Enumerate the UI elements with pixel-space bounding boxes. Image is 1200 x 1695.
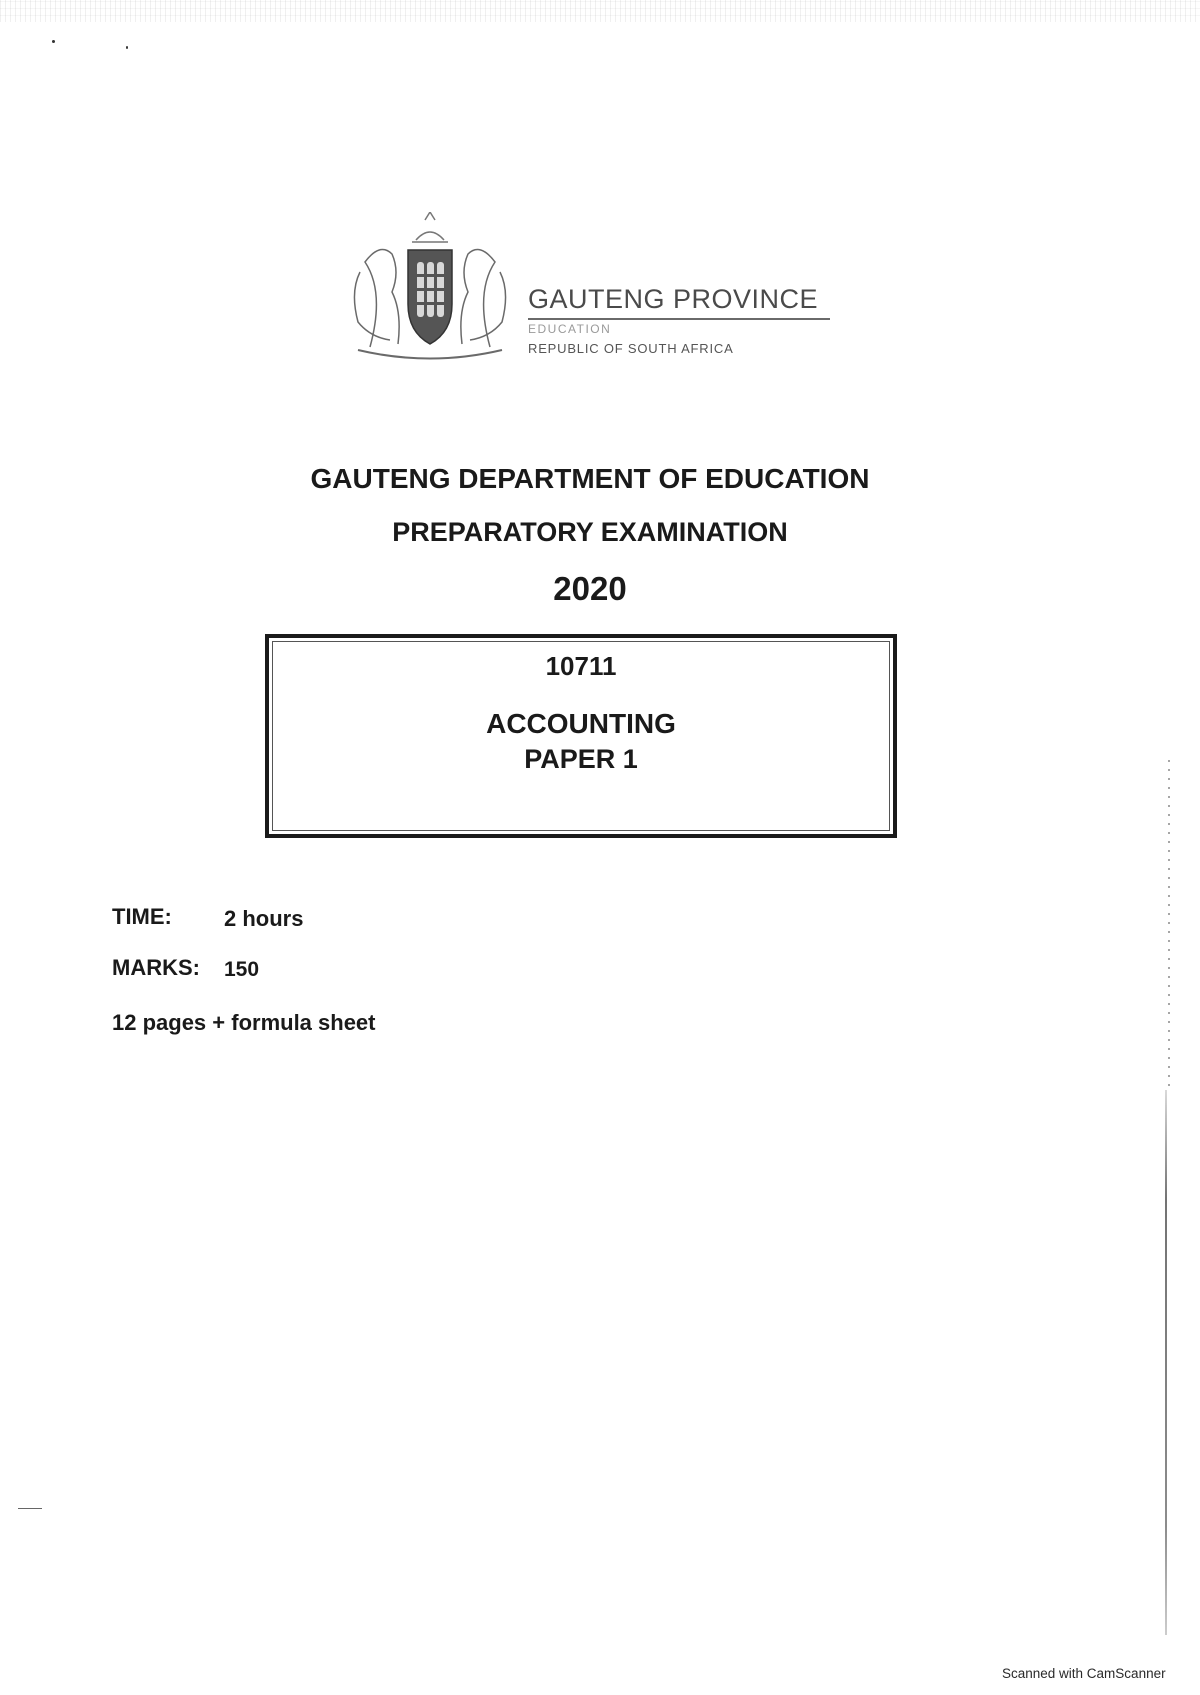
subject-name: ACCOUNTING — [486, 708, 676, 739]
department-heading: GAUTENG DEPARTMENT OF EDUCATION — [310, 463, 870, 494]
scan-speck — [126, 46, 128, 49]
scan-mark — [18, 1508, 42, 1509]
scan-edge-line — [1165, 1090, 1167, 1635]
province-department: EDUCATION — [528, 322, 612, 336]
subject-code: 10711 — [545, 651, 617, 681]
coat-of-arms-logo — [330, 212, 530, 367]
subject-box — [265, 634, 897, 838]
time-value: 2 hours — [224, 906, 304, 931]
scanner-watermark: Scanned with CamScanner — [1002, 1666, 1166, 1681]
logo-rule — [528, 318, 830, 320]
page-count: 12 pages + formula sheet — [112, 1010, 376, 1035]
exam-year: 2020 — [553, 570, 627, 607]
time-label: TIME: — [112, 904, 172, 929]
province-name: GAUTENG PROVINCE — [528, 284, 819, 314]
paper-number: PAPER 1 — [524, 744, 638, 774]
marks-label: MARKS: — [112, 955, 200, 980]
scan-edge-dots — [1168, 760, 1170, 1090]
exam-type-heading: PREPARATORY EXAMINATION — [392, 517, 788, 547]
province-country: REPUBLIC OF SOUTH AFRICA — [528, 341, 734, 356]
scan-speck — [52, 40, 55, 43]
marks-value: 150 — [224, 958, 260, 981]
scan-noise-band — [0, 0, 1200, 22]
